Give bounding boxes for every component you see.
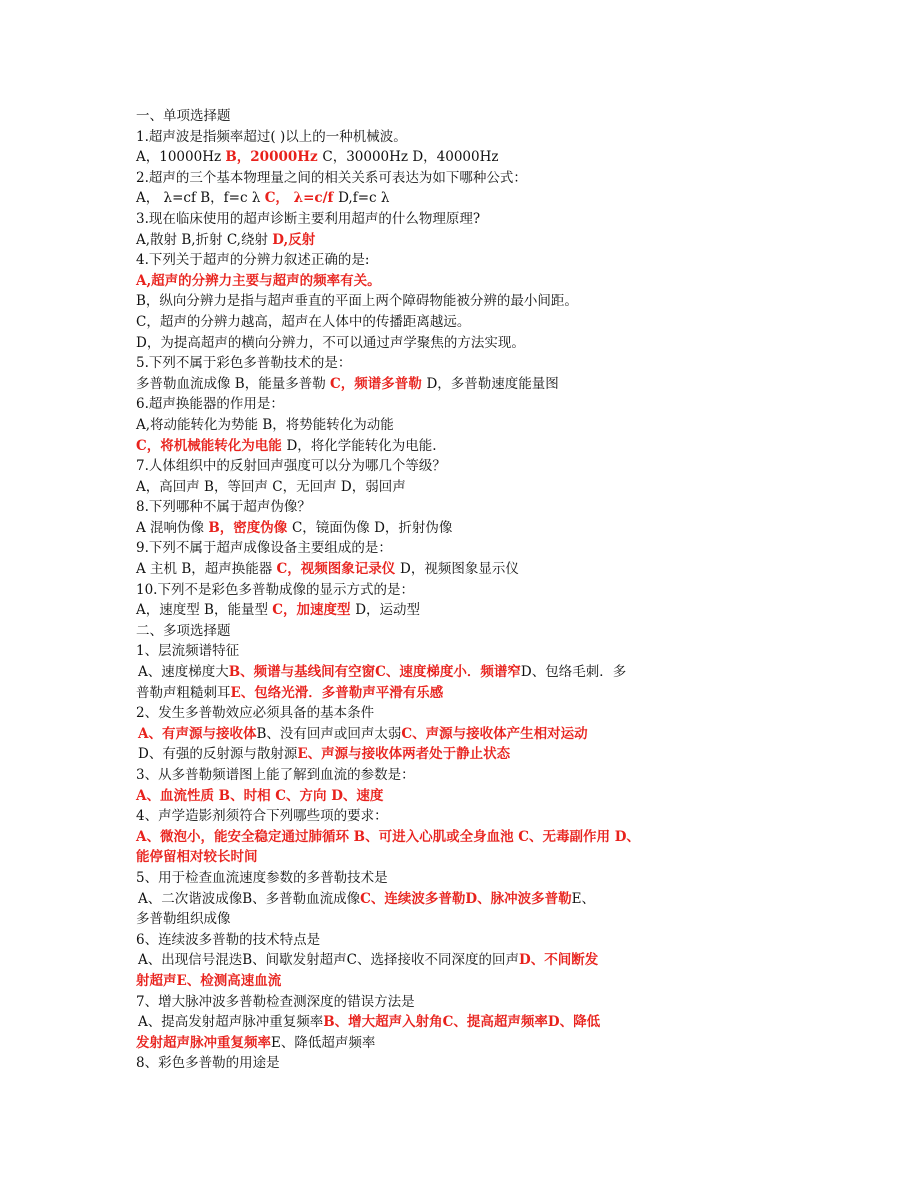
text-line: [136, 127, 736, 148]
question-text: 9.下列不属于超声成像设备主要组成的是：: [136, 540, 392, 557]
text-line: [136, 168, 736, 189]
text-line: [136, 559, 736, 580]
question-text: 4、声学造影剂须符合下列哪些项的要求：: [136, 808, 388, 825]
text-line: [136, 374, 736, 395]
question-text: 8.下列哪种不属于超声伪像？: [136, 499, 311, 516]
text-line: [136, 456, 736, 477]
text-line: [136, 188, 736, 209]
question-text: 一、单项选择题: [136, 108, 231, 124]
text-line: [136, 827, 736, 848]
question-text: D，将化学能转化为电能.: [286, 437, 437, 454]
answer-text: B，密度伪像: [208, 519, 292, 536]
question-text: 8、彩色多普勒的用途是: [136, 1055, 280, 1072]
answer-text: A、微泡小，能安全稳定通过肺循环 B、可进入心肌或全身血池 C、无毒副作用 D、: [136, 828, 640, 845]
text-line: [136, 477, 736, 498]
question-text: A，10000Hz: [136, 149, 226, 166]
answer-text: D,反射: [272, 231, 316, 248]
question-text: 3.现在临床使用的超声诊断主要利用超声的什么物理原理?: [136, 210, 481, 227]
question-text: C，30000Hz D，40000Hz: [322, 149, 499, 166]
question-text: 7、增大脉冲波多普勒检查测深度的错误方法是: [136, 993, 415, 1010]
question-text: A、二次谐波成像B、多普勒血流成像: [138, 890, 361, 907]
question-text: D，为提高超声的横向分辨力，不可以通过声学聚焦的方法实现。: [136, 334, 525, 351]
question-text: A,将动能转化为势能 B，将势能转化为动能: [136, 416, 394, 433]
answer-text: A、有声源与接收体: [138, 725, 257, 742]
question-text: D,f=c λ: [338, 190, 390, 207]
question-list: [136, 106, 736, 1074]
question-text: 多普勒血流成像 B，能量多普勒: [136, 375, 331, 392]
text-line: [136, 744, 736, 765]
text-line: [136, 724, 736, 745]
text-line: [136, 106, 736, 127]
text-line: [136, 333, 736, 354]
question-text: 4.下列关于超声的分辨力叙述正确的是:: [136, 252, 370, 269]
text-line: [136, 436, 736, 457]
text-line: [136, 394, 736, 415]
text-line: [136, 312, 736, 333]
text-line: [136, 1012, 736, 1033]
question-text: A， λ=cf B，f=c λ: [136, 190, 265, 207]
question-text: D，多普勒速度能量图: [426, 375, 559, 392]
question-text: B，纵向分辨力是指与超声垂直的平面上两个障碍物能被分辨的最小间距。: [136, 293, 578, 310]
text-line: [136, 930, 736, 951]
text-line: [136, 353, 736, 374]
question-text: A 混响伪像: [136, 519, 209, 536]
question-text: 2.超声的三个基本物理量之间的相关关系可表达为如下哪种公式：: [136, 169, 527, 186]
question-text: D，视频图象显示仪: [400, 561, 519, 578]
question-text: 1.超声波是指频率超过( )以上的一种机械波。: [136, 128, 407, 145]
answer-text: 射超声E、检测高速血流: [136, 972, 282, 989]
question-text: A 主机 B，超声换能器: [136, 561, 277, 578]
answer-text: 发射超声脉冲重复频率: [136, 1034, 271, 1051]
text-line: [136, 683, 736, 704]
answer-text: C， λ=c/f: [264, 190, 339, 207]
text-line: [136, 847, 736, 868]
text-line: [136, 641, 736, 662]
question-text: 3、从多普勒频谱图上能了解到血流的参数是：: [136, 767, 415, 783]
question-text: C，超声的分辨力越高，超声在人体中的传播距离越远。: [136, 313, 471, 330]
text-line: [136, 703, 736, 724]
text-line: [136, 291, 736, 312]
question-text: 二、多项选择题: [136, 622, 231, 639]
answer-text: C，加速度型: [272, 602, 356, 619]
text-line: [136, 806, 736, 827]
text-line: [136, 992, 736, 1013]
answer-text: C，将机械能转化为电能: [136, 437, 287, 454]
question-text: B、没有回声或回声太弱: [256, 725, 402, 742]
text-line: [136, 497, 736, 518]
text-line: [136, 868, 736, 889]
text-line: [136, 889, 736, 910]
question-text: D、包络毛刺．多: [520, 664, 627, 681]
text-line: [136, 971, 736, 992]
text-line: [136, 250, 736, 271]
text-line: [136, 209, 736, 230]
answer-text: B、频谱与基线间有空窗C、速度梯度小．频谱窄: [228, 664, 521, 681]
text-line: [136, 415, 736, 436]
text-line: [136, 662, 736, 683]
answer-text: A、血流性质 B、时相 C、方向 D、速度: [136, 787, 384, 804]
text-line: [136, 1053, 736, 1074]
text-line: [136, 600, 736, 621]
question-text: A、出现信号混迭B、间歇发射超声C、选择接收不同深度的回声: [138, 952, 519, 969]
answer-text: A,超声的分辨力主要与超声的频率有关。: [136, 272, 381, 289]
answer-text: C、连续波多普勒D、脉冲波多普勒: [360, 890, 572, 907]
text-line: [136, 538, 736, 559]
text-line: [136, 950, 736, 971]
text-line: [136, 518, 736, 539]
text-line: [136, 147, 736, 168]
answer-text: E、包络光滑．多普勒声平滑有乐感: [230, 684, 444, 701]
question-text: 多普勒组织成像: [136, 911, 231, 928]
text-line: [136, 909, 736, 930]
text-line: [136, 786, 736, 807]
question-text: D、有强的反射源与散射源: [138, 746, 298, 763]
question-text: E、降低超声频率: [271, 1034, 376, 1051]
question-text: C，镜面伪像 D，折射伪像: [291, 519, 453, 536]
question-text: A、提高发射超声脉冲重复频率: [138, 1014, 324, 1031]
question-text: 6.超声换能器的作用是：: [136, 396, 284, 413]
question-text: A，高回声 B，等回声 C，无回声 D，弱回声: [136, 478, 406, 495]
answer-text: B、增大超声入射角C、提高超声频率D、降低: [323, 1014, 601, 1031]
question-text: 2、发生多普勒效应必须具备的基本条件: [136, 705, 375, 722]
answer-text: 能停留相对较长时间: [136, 849, 258, 866]
question-text: 5.下列不属于彩色多普勒技术的是：: [136, 355, 352, 372]
question-text: A,散射 B,折射 C,绕射: [136, 231, 273, 248]
answer-text: C，频谱多普勒: [330, 375, 427, 392]
question-text: 6、连续波多普勒的技术特点是: [136, 931, 321, 948]
answer-text: C、声源与接收体产生相对运动: [401, 725, 588, 742]
question-text: E、: [571, 890, 595, 907]
question-text: 10.下列不是彩色多普勒成像的显示方式的是：: [136, 581, 414, 598]
answer-text: B，20000Hz: [225, 149, 323, 166]
text-line: [136, 230, 736, 251]
text-line: [136, 621, 736, 642]
answer-text: D、不间断发: [519, 952, 599, 969]
question-text: 7.人体组织中的反射回声强度可以分为哪几个等级？: [136, 458, 446, 475]
answer-text: E、声源与接收体两者处于静止状态: [297, 746, 511, 763]
answer-text: C，视频图象记录仪: [276, 561, 400, 578]
question-text: A、速度梯度大: [138, 664, 229, 681]
question-text: A，速度型 B，能量型: [136, 602, 273, 619]
question-text: D，运动型: [355, 602, 421, 619]
question-text: 5、用于检查血流速度参数的多普勒技术是: [136, 869, 388, 886]
question-text: 1、层流频谱特征: [136, 643, 240, 660]
text-line: [136, 765, 736, 786]
text-line: [136, 1033, 736, 1054]
text-line: [136, 580, 736, 601]
text-line: [136, 271, 736, 292]
question-text: 普勒声粗糙刺耳: [136, 684, 231, 701]
